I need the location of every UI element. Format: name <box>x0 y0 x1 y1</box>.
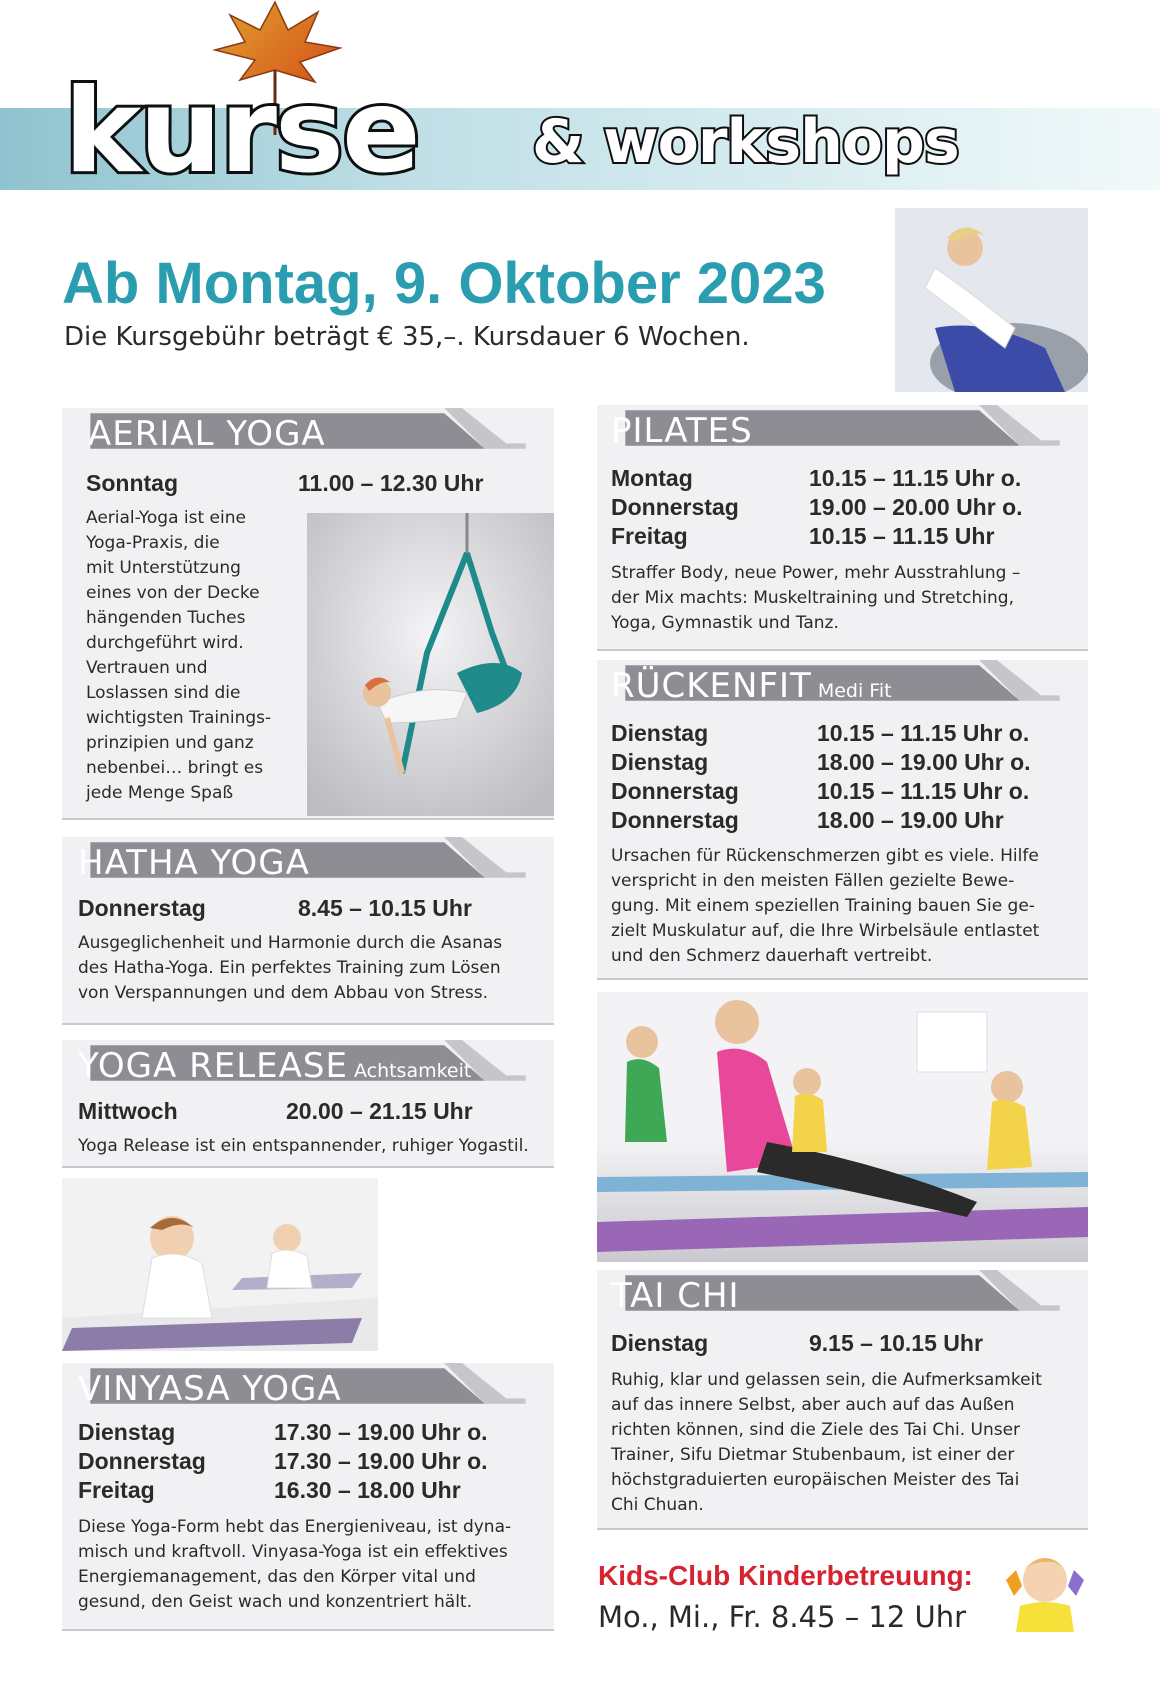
vinyasa-time-2: 16.30 – 18.00 Uhr <box>274 1477 461 1503</box>
vinyasa-time-1: 17.30 – 19.00 Uhr o. <box>274 1448 488 1474</box>
vinyasa-yoga-box <box>62 1363 554 1631</box>
ruecken-time-0: 10.15 – 11.15 Uhr o. <box>817 720 1030 746</box>
rueckenfit-box <box>597 660 1088 980</box>
ruecken-day-0: Dienstag <box>611 720 709 746</box>
taichi-day-0: Dienstag <box>611 1330 709 1356</box>
vinyasa-time-0: 17.30 – 19.00 Uhr o. <box>274 1419 488 1445</box>
ruecken-description: Ursachen für Rückenschmerzen gibt es viele. Hilfe verspricht in den meisten Fällen gezielte Bewe- gung. Mit einem speziellen Training bauen Sie ge- zielt Muskulatur auf, die Ihre Wirbelsäule entlastet und den Schmerz dauerhaft vertreibt. <box>611 846 1040 966</box>
aerial-yoga-photo <box>307 513 554 816</box>
ruecken-day-1: Dienstag <box>611 749 709 775</box>
vinyasa-day-2: Freitag <box>78 1477 155 1503</box>
kurse-title: kurse <box>64 64 419 199</box>
kids-painted-hands-photo <box>1002 1540 1088 1632</box>
pilates-time-0: 10.15 – 11.15 Uhr o. <box>809 465 1022 491</box>
rueckenfit-title <box>611 666 892 706</box>
vinyasa-day-0: Dienstag <box>78 1419 176 1445</box>
pilates-day-0: Montag <box>611 465 693 491</box>
pilates-box <box>597 405 1088 651</box>
ruecken-time-2: 10.15 – 11.15 Uhr o. <box>817 778 1030 804</box>
taichi-description: Ruhig, klar und gelassen sein, die Aufmerksamkeit auf das innere Selbst, aber auch auf das Außen richten können, sind die Ziele des Tai Chi. Unser Trainer, Sifu Dietmar Stubenbaum, ist einer der höchstgraduierten europäischen Meister des Tai Chi Chuan. <box>611 1370 1042 1515</box>
release-description: Yoga Release ist ein entspannender, ruhiger Yogastil. <box>78 1136 529 1156</box>
pilates-time-2: 10.15 – 11.15 Uhr <box>809 523 995 549</box>
hatha-time-0: 8.45 – 10.15 Uhr <box>298 895 472 921</box>
hatha-day-0: Donnerstag <box>78 895 206 921</box>
aerial-time-0: 11.00 – 12.30 Uhr <box>298 470 484 496</box>
kids-yoga-photo <box>62 1178 378 1351</box>
workshops-title: & workshops <box>532 107 959 177</box>
aerial-yoga-box <box>62 408 554 820</box>
hatha-yoga-title: HATHA YOGA <box>78 843 310 883</box>
pilates-title: PILATES <box>611 411 753 451</box>
kids-club-time: Mo., Mi., Fr. 8.45 – 12 Uhr <box>598 1600 967 1634</box>
ruecken-time-3: 18.00 – 19.00 Uhr <box>817 807 1004 833</box>
aerial-yoga-title: AERIAL YOGA <box>88 414 326 454</box>
rueckenfit-title-text: RÜCKENFIT <box>611 666 812 706</box>
release-time-0: 20.00 – 21.15 Uhr <box>286 1098 473 1124</box>
hatha-description: Ausgeglichenheit und Harmonie durch die Asanas des Hatha-Yoga. Ein perfektes Training zum Lösen von Verspannungen und dem Abbau von Stress. <box>78 933 503 1003</box>
date-heading: Ab Montag, 9. Oktober 2023 <box>62 251 826 316</box>
vinyasa-yoga-title: VINYASA YOGA <box>78 1369 342 1409</box>
aerial-day-0: Sonntag <box>86 470 178 496</box>
yoga-release-box <box>62 1040 554 1168</box>
aerial-description: Aerial-Yoga ist eine Yoga-Praxis, die mit Unterstützung eines von der Decke hängenden Tuches durchgeführt wird. Vertrauen und Loslassen sind die wichtigsten Trainings- prinzipien und ganz nebenbei… bringt es jede Menge Spaß <box>86 508 272 803</box>
tai-chi-title: TAI CHI <box>611 1276 740 1316</box>
pilates-day-1: Donnerstag <box>611 494 739 520</box>
ruecken-time-1: 18.00 – 19.00 Uhr o. <box>817 749 1031 775</box>
pilates-ball-photo <box>895 208 1088 392</box>
fee-line: Die Kursgebühr beträgt € 35,–. Kursdauer 6 Wochen. <box>64 322 750 352</box>
tai-chi-box <box>597 1270 1088 1530</box>
vinyasa-day-1: Donnerstag <box>78 1448 206 1474</box>
yoga-release-subtitle: Achtsamkeit <box>353 1060 472 1082</box>
ruecken-day-3: Donnerstag <box>611 807 739 833</box>
hatha-yoga-box <box>62 837 554 1025</box>
vinyasa-description: Diese Yoga-Form hebt das Energieniveau, ist dyna- misch und kraftvoll. Vinyasa-Yoga ist ein effektives Energiemanagement, das den Körper vital und gesund, den Geist wach und konzentriert hält. <box>78 1517 512 1612</box>
pilates-day-2: Freitag <box>611 523 688 549</box>
ruecken-day-2: Donnerstag <box>611 778 739 804</box>
group-yoga-photo <box>597 992 1088 1262</box>
pilates-time-1: 19.00 – 20.00 Uhr o. <box>809 494 1023 520</box>
release-day-0: Mittwoch <box>78 1098 178 1124</box>
yoga-release-title <box>78 1046 471 1086</box>
kids-club-title: Kids-Club Kinderbetreuung: <box>598 1560 973 1591</box>
rueckenfit-subtitle: Medi Fit <box>817 680 892 702</box>
yoga-release-title-text: YOGA RELEASE <box>78 1046 348 1086</box>
pilates-description: Straffer Body, neue Power, mehr Ausstrahlung – der Mix machts: Muskeltraining und Stretching, Yoga, Gymnastik und Tanz. <box>611 563 1021 633</box>
taichi-time-0: 9.15 – 10.15 Uhr <box>809 1330 983 1356</box>
